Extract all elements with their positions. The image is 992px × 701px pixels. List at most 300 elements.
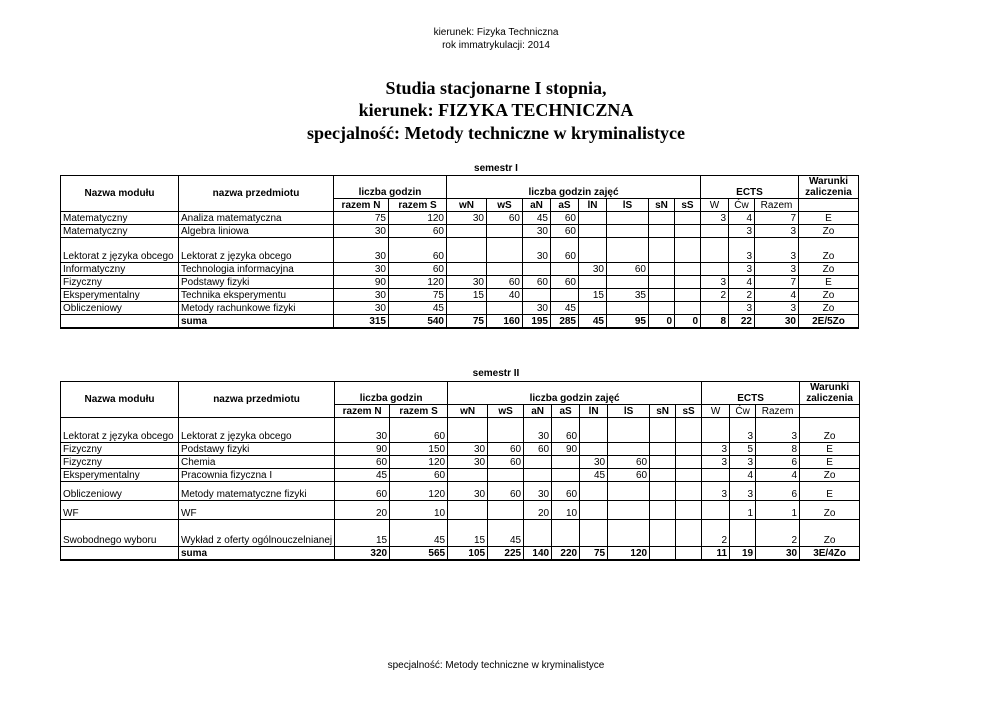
value-cell bbox=[608, 443, 650, 456]
value-cell: 45 bbox=[551, 302, 579, 315]
sum-cell: 19 bbox=[730, 547, 756, 561]
value-cell: 45 bbox=[488, 520, 524, 547]
value-cell bbox=[488, 418, 524, 443]
value-cell bbox=[524, 520, 552, 547]
sum-cell: 11 bbox=[702, 547, 730, 561]
value-cell bbox=[649, 276, 675, 289]
value-cell bbox=[447, 225, 487, 238]
value-cell bbox=[701, 238, 729, 263]
module-cell: Informatyczny bbox=[61, 263, 179, 276]
value-cell: 15 bbox=[579, 289, 607, 302]
value-cell: 120 bbox=[390, 482, 448, 501]
col-sub-header: wN bbox=[448, 405, 488, 418]
subject-cell: WF bbox=[179, 501, 335, 520]
value-cell: 60 bbox=[389, 263, 447, 276]
module-cell: Lektorat z języka obcego bbox=[61, 418, 179, 443]
col-hours-header: liczba godzin bbox=[334, 176, 447, 199]
value-cell bbox=[448, 469, 488, 482]
value-cell: 30 bbox=[580, 456, 608, 469]
col-conditions-header bbox=[800, 382, 860, 405]
sum-cell: 220 bbox=[552, 547, 580, 561]
value-cell: 15 bbox=[335, 520, 390, 547]
value-cell: 90 bbox=[334, 276, 389, 289]
col-sub-header: razem S bbox=[389, 199, 447, 212]
table-row bbox=[61, 443, 860, 456]
table-row bbox=[61, 469, 860, 482]
value-cell: 3 bbox=[730, 418, 756, 443]
value-cell bbox=[650, 469, 676, 482]
value-cell: 120 bbox=[389, 212, 447, 225]
col-conditions-empty bbox=[799, 199, 859, 212]
subject-cell: Metody matematyczne fizyki bbox=[179, 482, 335, 501]
conditions-line-1: Warunki bbox=[808, 176, 849, 187]
col-sub-header: sS bbox=[676, 405, 702, 418]
condition-cell: E bbox=[800, 443, 860, 456]
value-cell bbox=[487, 225, 523, 238]
value-cell: 2 bbox=[729, 289, 755, 302]
condition-cell: Zo bbox=[800, 520, 860, 547]
value-cell bbox=[447, 263, 487, 276]
sum-cell: 320 bbox=[335, 547, 390, 561]
value-cell: 60 bbox=[607, 263, 649, 276]
value-cell bbox=[608, 418, 650, 443]
value-cell: 3 bbox=[755, 238, 799, 263]
sum-cell: 3E/4Zo bbox=[800, 547, 860, 561]
value-cell: 6 bbox=[756, 482, 800, 501]
value-cell: 60 bbox=[488, 456, 524, 469]
value-cell: 30 bbox=[334, 225, 389, 238]
value-cell bbox=[607, 212, 649, 225]
value-cell bbox=[701, 263, 729, 276]
value-cell bbox=[650, 501, 676, 520]
sum-cell: 2E/5Zo bbox=[799, 315, 859, 329]
col-sub-header: aN bbox=[523, 199, 551, 212]
value-cell bbox=[579, 212, 607, 225]
semester-1-table bbox=[60, 175, 859, 329]
value-cell bbox=[676, 482, 702, 501]
table-row bbox=[61, 501, 860, 520]
condition-cell: Zo bbox=[799, 238, 859, 263]
col-sub-header: Ćw bbox=[730, 405, 756, 418]
sum-cell: 30 bbox=[756, 547, 800, 561]
value-cell bbox=[702, 501, 730, 520]
col-sub-header: aS bbox=[551, 199, 579, 212]
value-cell bbox=[579, 225, 607, 238]
value-cell: 60 bbox=[389, 225, 447, 238]
value-cell bbox=[580, 520, 608, 547]
value-cell bbox=[524, 469, 552, 482]
value-cell bbox=[487, 263, 523, 276]
value-cell: 30 bbox=[448, 482, 488, 501]
table-row bbox=[61, 289, 859, 302]
value-cell: 15 bbox=[448, 520, 488, 547]
value-cell: 90 bbox=[552, 443, 580, 456]
col-sub-header: wS bbox=[487, 199, 523, 212]
value-cell bbox=[702, 469, 730, 482]
value-cell: 120 bbox=[390, 456, 448, 469]
col-sub-header: razem N bbox=[335, 405, 390, 418]
module-cell: Matematyczny bbox=[61, 212, 179, 225]
value-cell bbox=[607, 302, 649, 315]
value-cell bbox=[607, 225, 649, 238]
value-cell: 30 bbox=[524, 418, 552, 443]
table-row bbox=[61, 238, 859, 263]
value-cell bbox=[675, 276, 701, 289]
value-cell bbox=[702, 418, 730, 443]
value-cell bbox=[676, 520, 702, 547]
value-cell: 60 bbox=[524, 443, 552, 456]
value-cell bbox=[649, 225, 675, 238]
title-line-2: kierunek: FIZYKA TECHNICZNA bbox=[358, 100, 634, 120]
sum-cell: 8 bbox=[701, 315, 729, 329]
value-cell bbox=[448, 418, 488, 443]
value-cell bbox=[447, 302, 487, 315]
value-cell: 60 bbox=[551, 225, 579, 238]
value-cell: 30 bbox=[334, 302, 389, 315]
subject-cell: Chemia bbox=[179, 456, 335, 469]
sum-cell: 95 bbox=[607, 315, 649, 329]
sum-cell: 22 bbox=[729, 315, 755, 329]
value-cell: 30 bbox=[523, 238, 551, 263]
sum-cell: 120 bbox=[608, 547, 650, 561]
title-line-3: specjalność: Metody techniczne w kryminalistyce bbox=[307, 123, 685, 143]
value-cell: 15 bbox=[447, 289, 487, 302]
value-cell: 7 bbox=[755, 212, 799, 225]
value-cell: 60 bbox=[523, 276, 551, 289]
condition-cell: Zo bbox=[800, 469, 860, 482]
col-sub-header: sN bbox=[649, 199, 675, 212]
footer-specialty: specjalność: Metody techniczne w kryminalistyce bbox=[387, 660, 605, 671]
subject-cell: Podstawy fizyki bbox=[179, 276, 334, 289]
col-sub-header: W bbox=[702, 405, 730, 418]
value-cell bbox=[579, 238, 607, 263]
value-cell bbox=[608, 482, 650, 501]
header-year: rok immatrykulacji: 2014 bbox=[442, 40, 550, 51]
value-cell: 1 bbox=[730, 501, 756, 520]
value-cell: 4 bbox=[755, 289, 799, 302]
condition-cell: E bbox=[800, 482, 860, 501]
value-cell: 6 bbox=[756, 456, 800, 469]
sum-cell: 540 bbox=[389, 315, 447, 329]
value-cell: 4 bbox=[729, 276, 755, 289]
value-cell: 60 bbox=[552, 418, 580, 443]
value-cell bbox=[488, 501, 524, 520]
value-cell: 3 bbox=[702, 443, 730, 456]
sum-cell: 75 bbox=[447, 315, 487, 329]
module-cell: Swobodnego wyboru bbox=[61, 520, 179, 547]
sum-cell: 75 bbox=[580, 547, 608, 561]
module-cell: Fizyczny bbox=[61, 443, 179, 456]
value-cell: 60 bbox=[551, 238, 579, 263]
value-cell: 30 bbox=[579, 263, 607, 276]
col-module-header: Nazwa modułu bbox=[61, 176, 179, 199]
value-cell: 75 bbox=[334, 212, 389, 225]
subject-cell: Wykład z oferty ogólnouczelnianej bbox=[179, 520, 335, 547]
value-cell: 60 bbox=[551, 276, 579, 289]
value-cell: 60 bbox=[552, 482, 580, 501]
value-cell: 3 bbox=[701, 212, 729, 225]
value-cell: 60 bbox=[608, 456, 650, 469]
value-cell: 120 bbox=[389, 276, 447, 289]
sum-row bbox=[61, 315, 859, 329]
table-row bbox=[61, 302, 859, 315]
value-cell bbox=[487, 238, 523, 263]
value-cell: 45 bbox=[335, 469, 390, 482]
col-sub-header: lS bbox=[608, 405, 650, 418]
value-cell bbox=[551, 263, 579, 276]
value-cell: 3 bbox=[730, 456, 756, 469]
table-row bbox=[61, 520, 860, 547]
value-cell bbox=[649, 289, 675, 302]
sum-cell: 285 bbox=[551, 315, 579, 329]
value-cell bbox=[701, 225, 729, 238]
sum-cell: 225 bbox=[488, 547, 524, 561]
sum-cell: 315 bbox=[334, 315, 389, 329]
value-cell bbox=[523, 289, 551, 302]
value-cell: 45 bbox=[390, 520, 448, 547]
value-cell: 2 bbox=[756, 520, 800, 547]
condition-cell: Zo bbox=[799, 263, 859, 276]
value-cell: 30 bbox=[334, 238, 389, 263]
value-cell bbox=[608, 501, 650, 520]
value-cell bbox=[552, 456, 580, 469]
col-ects-header: ECTS bbox=[701, 176, 799, 199]
value-cell bbox=[524, 456, 552, 469]
module-cell: Eksperymentalny bbox=[61, 289, 179, 302]
value-cell: 60 bbox=[389, 238, 447, 263]
col-sub-header: Ćw bbox=[729, 199, 755, 212]
sum-cell: 45 bbox=[579, 315, 607, 329]
value-cell: 60 bbox=[335, 482, 390, 501]
col-subject-header: nazwa przedmiotu bbox=[179, 382, 335, 405]
value-cell bbox=[675, 289, 701, 302]
value-cell: 60 bbox=[488, 443, 524, 456]
subject-cell: Algebra liniowa bbox=[179, 225, 334, 238]
col-hours-header: liczba godzin bbox=[335, 382, 448, 405]
module-cell: Obliczeniowy bbox=[61, 482, 179, 501]
col-module-header: Nazwa modułu bbox=[61, 382, 179, 405]
value-cell: 2 bbox=[702, 520, 730, 547]
value-cell: 5 bbox=[730, 443, 756, 456]
col-sub-header: Razem bbox=[755, 199, 799, 212]
value-cell bbox=[552, 469, 580, 482]
table-row bbox=[61, 482, 860, 501]
value-cell: 60 bbox=[608, 469, 650, 482]
value-cell: 10 bbox=[390, 501, 448, 520]
title-line-1: Studia stacjonarne I stopnia, bbox=[385, 78, 607, 98]
col-class-hours-header: liczba godzin zajęć bbox=[448, 382, 702, 405]
conditions-line-2: zaliczenia bbox=[806, 393, 853, 404]
value-cell bbox=[649, 238, 675, 263]
value-cell: 30 bbox=[447, 212, 487, 225]
value-cell bbox=[649, 302, 675, 315]
value-cell bbox=[675, 212, 701, 225]
col-sub-header: aN bbox=[524, 405, 552, 418]
col-sub-header: lN bbox=[579, 199, 607, 212]
value-cell bbox=[730, 520, 756, 547]
subject-cell: Technika eksperymentu bbox=[179, 289, 334, 302]
conditions-line-2: zaliczenia bbox=[805, 187, 852, 198]
col-conditions-header bbox=[799, 176, 859, 199]
module-cell: Obliczeniowy bbox=[61, 302, 179, 315]
subject-cell: Podstawy fizyki bbox=[179, 443, 335, 456]
value-cell bbox=[580, 418, 608, 443]
value-cell bbox=[676, 501, 702, 520]
condition-cell: E bbox=[799, 212, 859, 225]
value-cell bbox=[523, 263, 551, 276]
value-cell: 60 bbox=[487, 276, 523, 289]
semester-1-label: semestr I bbox=[474, 163, 518, 174]
value-cell bbox=[579, 276, 607, 289]
table-row bbox=[61, 263, 859, 276]
value-cell: 45 bbox=[580, 469, 608, 482]
condition-cell: E bbox=[800, 456, 860, 469]
value-cell: 3 bbox=[755, 302, 799, 315]
col-class-hours-header: liczba godzin zajęć bbox=[447, 176, 701, 199]
condition-cell: Zo bbox=[800, 501, 860, 520]
value-cell: 40 bbox=[487, 289, 523, 302]
condition-cell: Zo bbox=[799, 302, 859, 315]
value-cell: 45 bbox=[523, 212, 551, 225]
value-cell: 75 bbox=[389, 289, 447, 302]
col-conditions-empty bbox=[800, 405, 860, 418]
value-cell: 150 bbox=[390, 443, 448, 456]
value-cell bbox=[552, 520, 580, 547]
value-cell: 30 bbox=[335, 418, 390, 443]
subject-cell: Analiza matematyczna bbox=[179, 212, 334, 225]
value-cell bbox=[676, 469, 702, 482]
sum-cell: 140 bbox=[524, 547, 552, 561]
value-cell: 60 bbox=[390, 418, 448, 443]
value-cell: 20 bbox=[335, 501, 390, 520]
sum-cell bbox=[61, 315, 179, 329]
sum-cell bbox=[61, 547, 179, 561]
condition-cell: Zo bbox=[799, 225, 859, 238]
value-cell bbox=[448, 501, 488, 520]
table-row bbox=[61, 456, 860, 469]
value-cell: 60 bbox=[390, 469, 448, 482]
value-cell: 20 bbox=[524, 501, 552, 520]
value-cell bbox=[675, 302, 701, 315]
value-cell: 45 bbox=[389, 302, 447, 315]
col-sub-header: aS bbox=[552, 405, 580, 418]
value-cell bbox=[579, 302, 607, 315]
subject-cell: Metody rachunkowe fizyki bbox=[179, 302, 334, 315]
value-cell bbox=[675, 238, 701, 263]
value-cell: 35 bbox=[607, 289, 649, 302]
value-cell bbox=[676, 443, 702, 456]
col-module-empty bbox=[61, 405, 179, 418]
value-cell: 60 bbox=[488, 482, 524, 501]
col-module-empty bbox=[61, 199, 179, 212]
col-sub-header: razem N bbox=[334, 199, 389, 212]
value-cell: 30 bbox=[334, 263, 389, 276]
col-subject-empty bbox=[179, 199, 334, 212]
value-cell bbox=[580, 443, 608, 456]
value-cell: 3 bbox=[702, 482, 730, 501]
col-ects-header: ECTS bbox=[702, 382, 800, 405]
table-row bbox=[61, 225, 859, 238]
value-cell: 2 bbox=[701, 289, 729, 302]
semester-2-label: semestr II bbox=[472, 368, 520, 379]
subject-cell: Pracownia fizyczna I bbox=[179, 469, 335, 482]
condition-cell: Zo bbox=[799, 289, 859, 302]
module-cell: Fizyczny bbox=[61, 276, 179, 289]
value-cell bbox=[649, 212, 675, 225]
value-cell bbox=[676, 418, 702, 443]
value-cell: 1 bbox=[756, 501, 800, 520]
value-cell: 4 bbox=[756, 469, 800, 482]
sum-label: suma bbox=[179, 547, 335, 561]
value-cell: 3 bbox=[755, 225, 799, 238]
value-cell: 30 bbox=[334, 289, 389, 302]
sum-label: suma bbox=[179, 315, 334, 329]
value-cell bbox=[580, 501, 608, 520]
sum-cell: 195 bbox=[523, 315, 551, 329]
value-cell bbox=[608, 520, 650, 547]
value-cell: 30 bbox=[447, 276, 487, 289]
sum-row bbox=[61, 547, 860, 561]
value-cell: 60 bbox=[487, 212, 523, 225]
value-cell: 3 bbox=[729, 302, 755, 315]
sum-cell bbox=[650, 547, 676, 561]
col-sub-header: W bbox=[701, 199, 729, 212]
module-cell: Matematyczny bbox=[61, 225, 179, 238]
col-sub-header: wS bbox=[488, 405, 524, 418]
col-sub-header: sN bbox=[650, 405, 676, 418]
header-field: kierunek: Fizyka Techniczna bbox=[433, 27, 559, 38]
condition-cell: E bbox=[799, 276, 859, 289]
col-subject-empty bbox=[179, 405, 335, 418]
sum-cell: 0 bbox=[675, 315, 701, 329]
module-cell: WF bbox=[61, 501, 179, 520]
table-row bbox=[61, 212, 859, 225]
sum-cell: 0 bbox=[649, 315, 675, 329]
value-cell bbox=[551, 289, 579, 302]
value-cell: 3 bbox=[730, 482, 756, 501]
value-cell bbox=[650, 520, 676, 547]
value-cell: 30 bbox=[523, 302, 551, 315]
value-cell: 3 bbox=[729, 238, 755, 263]
value-cell: 90 bbox=[335, 443, 390, 456]
value-cell bbox=[650, 418, 676, 443]
value-cell bbox=[488, 469, 524, 482]
sum-cell: 160 bbox=[487, 315, 523, 329]
col-sub-header: wN bbox=[447, 199, 487, 212]
value-cell bbox=[650, 443, 676, 456]
value-cell bbox=[650, 482, 676, 501]
value-cell: 3 bbox=[729, 225, 755, 238]
semester-2-table bbox=[60, 381, 860, 561]
value-cell: 8 bbox=[756, 443, 800, 456]
value-cell bbox=[580, 482, 608, 501]
value-cell bbox=[701, 302, 729, 315]
value-cell: 3 bbox=[729, 263, 755, 276]
value-cell: 30 bbox=[448, 443, 488, 456]
col-sub-header: sS bbox=[675, 199, 701, 212]
col-subject-header: nazwa przedmiotu bbox=[179, 176, 334, 199]
module-cell: Fizyczny bbox=[61, 456, 179, 469]
value-cell: 3 bbox=[701, 276, 729, 289]
subject-cell: Technologia informacyjna bbox=[179, 263, 334, 276]
value-cell bbox=[447, 238, 487, 263]
value-cell: 3 bbox=[755, 263, 799, 276]
value-cell: 10 bbox=[552, 501, 580, 520]
condition-cell: Zo bbox=[800, 418, 860, 443]
value-cell bbox=[675, 225, 701, 238]
col-sub-header: lS bbox=[607, 199, 649, 212]
sum-cell bbox=[676, 547, 702, 561]
